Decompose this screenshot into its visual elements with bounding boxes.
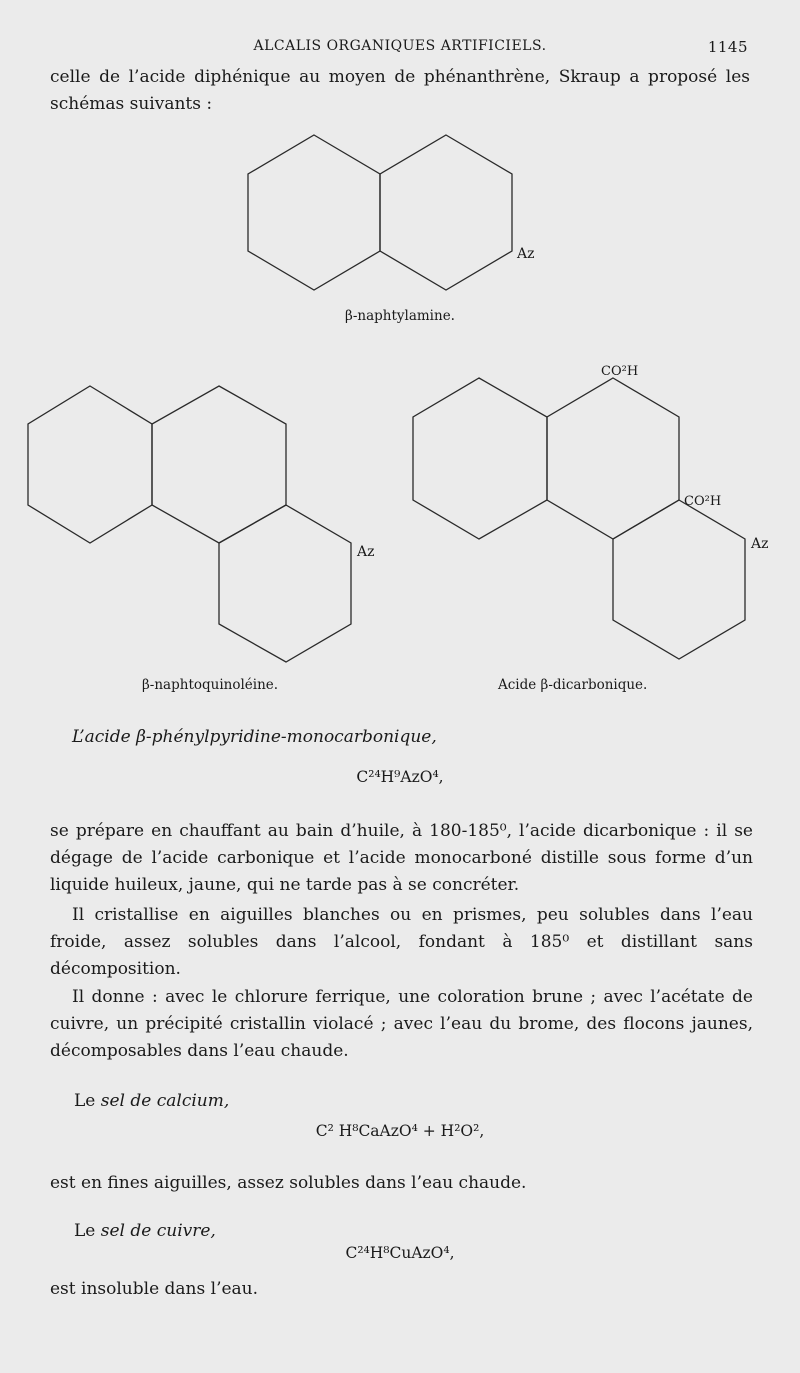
dicarbonic-co2h-top-label: CO²H (601, 364, 639, 379)
naphthoquinoline-structure (28, 386, 375, 662)
naphthoquinoline-ring-1 (28, 386, 152, 543)
naphthylamine-az-label: Az (517, 246, 535, 262)
naphthylamine-ring-right (380, 135, 512, 290)
cuivre-intro-italic: sel de cuivre, (100, 1221, 216, 1241)
calcium-intro (74, 1088, 754, 1115)
calcium-intro-plain: Le (74, 1091, 101, 1111)
naphthoquinoline-ring-3 (219, 505, 351, 662)
paragraph-3: Il donne : avec le chlorure ferrique, une coloration brune ; avec l’acétate de cuivre, un précipité cristallin violacé ; avec l’eau du brome, des flocons jaunes, décomposables dans l’eau chaude. (50, 987, 753, 1061)
dicarbonic-ring-3 (613, 500, 745, 659)
cuivre-intro-plain: Le (74, 1221, 101, 1241)
page-number: 1145 (707, 38, 748, 56)
caption-dicarbonic: Acide β-dicarbonique. (498, 677, 648, 693)
cuivre-formula: C²⁴H⁸CuAzO⁴, (345, 1244, 455, 1262)
naphthylamine-ring-left (248, 135, 380, 290)
caption-naphthoquinoline: β-naphtoquinoléine. (142, 677, 279, 693)
running-title: ALCALIS ORGANIQUES ARTIFICIELS. (253, 38, 547, 54)
dicarbonic-structure (413, 364, 769, 659)
naphthoquinoline-ring-2 (152, 386, 286, 543)
calcium-intro-italic: sel de calcium, (100, 1091, 230, 1111)
paragraph-1: se prépare en chauffant au bain d’huile, à 180-185⁰, l’acide dicarbonique : il se dégage de l’acide carbonique et l’acide monocarboné distille sous forme d’un liquide huileux, jaune, qui ne tarde pas à se concréter. (50, 821, 753, 895)
cuivre-text: est insoluble dans l’eau. (50, 1279, 259, 1299)
dicarbonic-az-label: Az (751, 536, 769, 552)
section-title-prefix: L’acide (72, 727, 137, 747)
calcium-formula: C² H⁸CaAzO⁴ + H²O², (315, 1122, 485, 1140)
cuivre-intro (74, 1218, 754, 1245)
section-title (72, 724, 752, 751)
calcium-text: est en fines aiguilles, assez solubles dans l’eau chaude. (50, 1173, 527, 1193)
intro-paragraph: celle de l’acide diphénique au moyen de phénanthrène, Skraup a proposé les schémas suivants : (50, 67, 750, 114)
dicarbonic-ring-2 (547, 378, 679, 539)
dicarbonic-ring-1 (413, 378, 547, 539)
caption-naphthylamine: β-naphtylamine. (345, 308, 455, 324)
paragraph-2: Il cristallise en aiguilles blanches ou en prismes, peu solubles dans l’eau froide, assez solubles dans l’alcool, fondant à 185⁰ et distillant sans décomposition. (50, 905, 753, 979)
naphthylamine-structure (248, 135, 535, 290)
naphthoquinoline-az-label: Az (357, 544, 375, 560)
dicarbonic-co2h-mid-label: CO²H (684, 494, 722, 509)
section-formula: C²⁴H⁹AzO⁴, (356, 768, 444, 786)
section-title-italic: β-phénylpyridine-monocarbonique, (136, 727, 437, 747)
